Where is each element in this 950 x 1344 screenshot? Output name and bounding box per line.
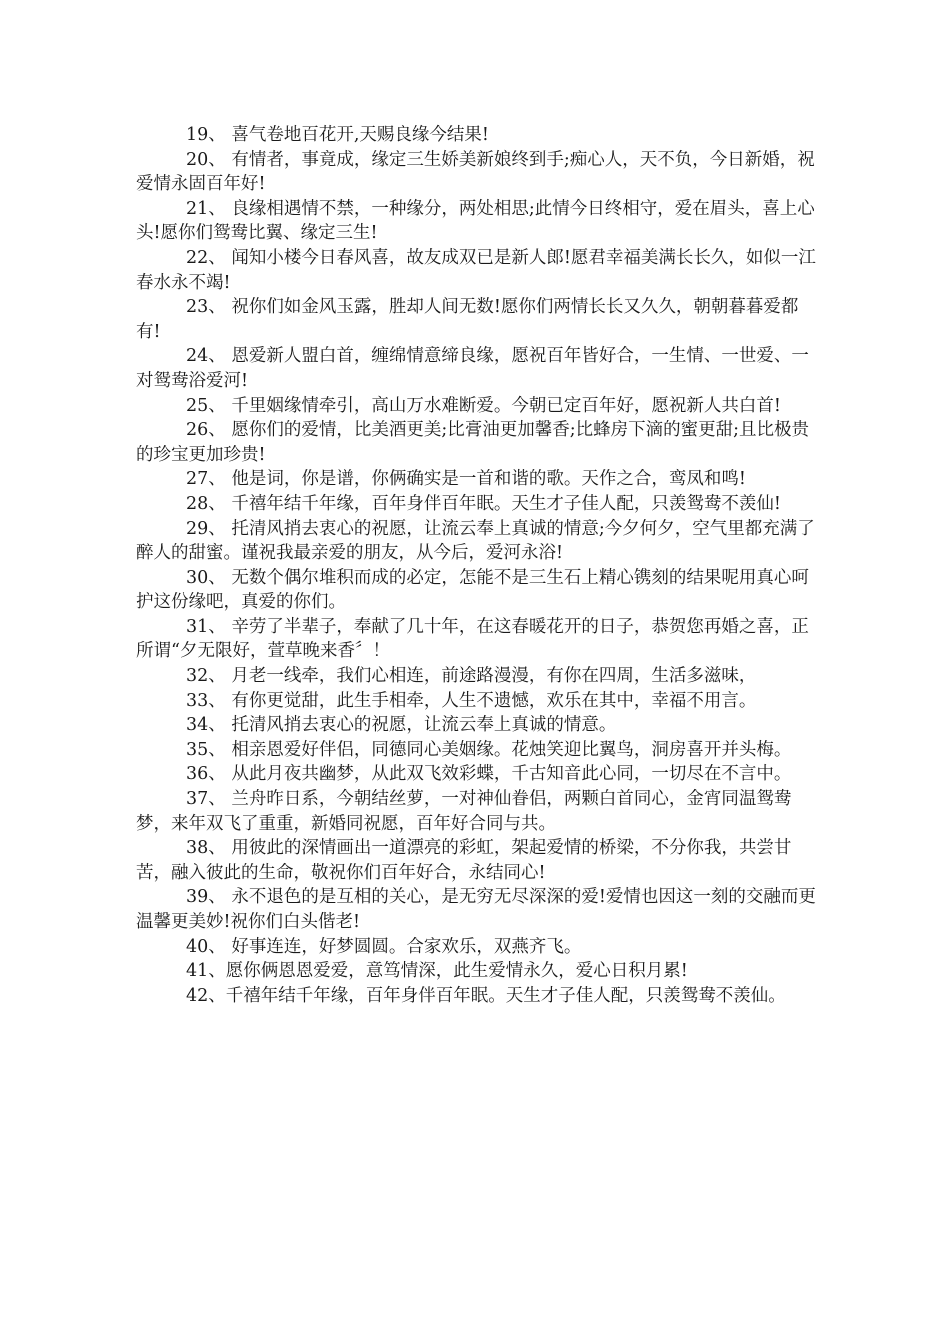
paragraph-24: 24、 恩爱新人盟白首，缠绵情意缔良缘，愿祝百年皆好合，一生情、一世爱、一对鸳鸯浴爱河! [136, 346, 809, 391]
paragraph-23: 23、 祝你们如金风玉露，胜却人间无数!愿你们两情长长又久久，朝朝暮暮爱都有! [136, 297, 799, 342]
paragraph-41: 41、愿你俩恩恩爱爱，意笃情深，此生爱情永久，爱心日积月累! [186, 961, 688, 982]
paragraph-37: 37、 兰舟昨日系，今朝结丝萝，一对神仙眷侣，两颗白首同心，金宵同温鸳鸯梦，来年双飞了重重，新婚同祝愿，百年好合同与共。 [136, 789, 792, 834]
paragraph-28: 28、 千禧年结千年缘，百年身伴百年眠。天生才子佳人配，只羡鸳鸯不羡仙! [186, 493, 781, 514]
paragraph-19: 19、 喜气卷地百花开,天赐良缘今结果! [186, 125, 489, 145]
paragraph-22: 22、 闻知小楼今日春风喜，故友成双已是新人郎!愿君幸福美满长长久，如似一江春水永不竭! [136, 247, 816, 293]
paragraph-42: 42、千禧年结千年缘，百年身伴百年眠。天生才子佳人配，只羡鸳鸯不羡仙。 [186, 985, 786, 1006]
document-body [136, 123, 816, 1008]
paragraph-25: 25、 千里姻缘情牵引，高山万水难断爱。今朝已定百年好，愿祝新人共白首! [186, 395, 781, 416]
paragraph-35: 35、 相亲恩爱好伴侣，同德同心美姻缘。花烛笑迎比翼鸟，洞房喜开并头梅。 [186, 739, 792, 760]
paragraph-30: 30、 无数个偶尔堆积而成的必定，怎能不是三生石上精心镌刻的结果呢用真心呵护这份缘吧，真爱的你们。 [136, 567, 809, 613]
paragraph-39: 39、 永不退色的是互相的关心，是无穷无尽深深的爱!爱情也因这一刻的交融而更温馨更美妙!祝你们白头偕老! [136, 887, 816, 932]
paragraph-26: 26、 愿你们的爱情，比美酒更美;比膏油更加馨香;比蜂房下滴的蜜更甜;且比极贵的珍宝更加珍贵! [136, 420, 810, 465]
paragraph-33: 33、 有你更觉甜，此生手相牵，人生不遗憾，欢乐在其中，幸福不用言。 [186, 690, 757, 711]
paragraph-20: 20、 有情者，事竟成，缘定三生娇美新娘终到手;痴心人，天不负，今日新婚，祝爱情永固百年好! [136, 149, 815, 195]
paragraph-21: 21、 良缘相遇情不禁，一种缘分，两处相思;此情今日终相守，爱在眉头，喜上心头!愿你们鸳鸯比翼、缘定三生! [136, 198, 815, 244]
paragraph-40: 40、 好事连连，好梦圆圆。合家欢乐，双燕齐飞。 [186, 936, 582, 957]
paragraph-27: 27、 他是词，你是谱，你俩确实是一首和谐的歌。天作之合，鸾凤和鸣! [186, 469, 746, 490]
paragraph-36: 36、 从此月夜共幽梦，从此双飞效彩蝶，千古知音此心同，一切尽在不言中。 [186, 764, 792, 785]
paragraph-29: 29、 托清风捎去衷心的祝愿，让流云奉上真诚的情意;今夕何夕，空气里都充满了醉人的甜蜜。谨祝我最亲爱的朋友，从今后，爱河永浴! [136, 518, 815, 564]
paragraph-34: 34、 托清风捎去衷心的祝愿，让流云奉上真诚的情意。 [186, 715, 617, 736]
paragraph-38: 38、 用彼此的深情画出一道漂亮的彩虹，架起爱情的桥梁，不分你我，共尝甘苦，融入彼此的生命，敬祝你们百年好合，永结同心! [136, 838, 792, 883]
paragraph-31: 31、 辛劳了半辈子，奉献了几十年，在这春暖花开的日子，恭贺您再婚之喜，正所谓“夕无限好，萱草晚来香〞！ [136, 616, 809, 662]
paragraph-32: 32、 月老一线牵，我们心相连，前途路漫漫，有你在四周，生活多滋味， [186, 666, 757, 687]
